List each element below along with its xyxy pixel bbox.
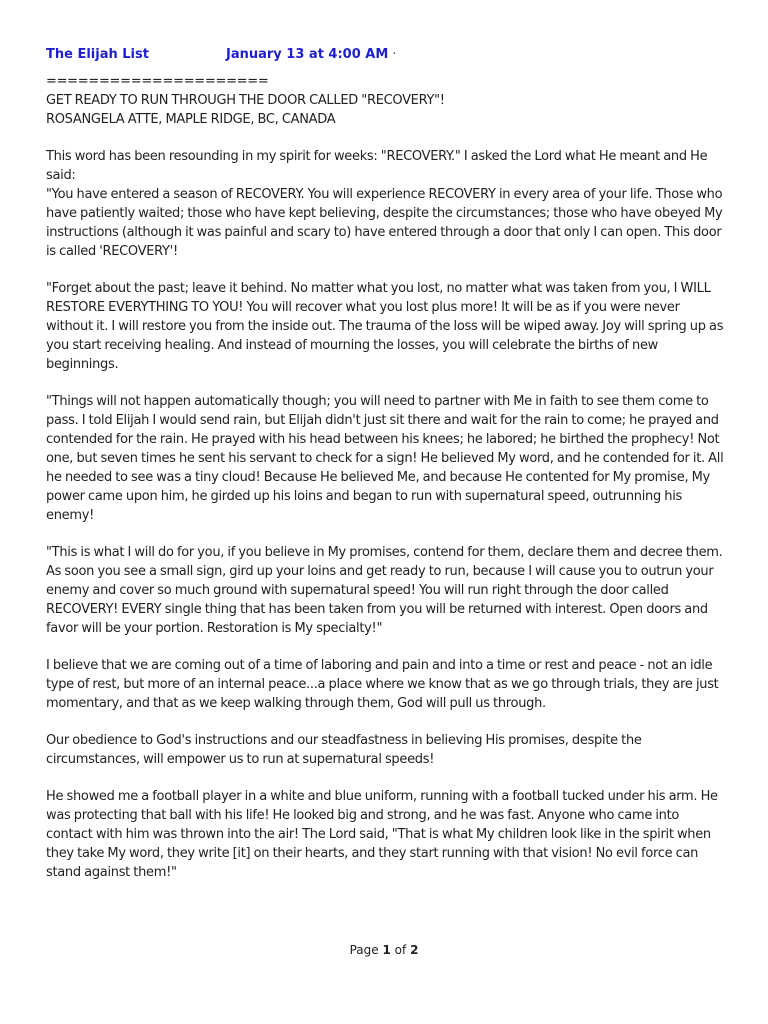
paragraph: "This is what I will do for you, if you believe in My promises, contend for them, declare them and decree them. As soon you see a small sign, gird up your loins and get ready to run, because I will cause you to outrun your enemy and cover so much ground with supernatural speed! You will run right through the door called RECOVERY! EVERY single thing that has been taken from you will be returned with interest. Open doors and favor will be your portion. Restoration is My specialty!" xyxy=(46,545,723,636)
article-title: GET READY TO RUN THROUGH THE DOOR CALLED "RECOVERY"! xyxy=(46,93,445,108)
post-header xyxy=(46,47,396,62)
current-page-number: 1 xyxy=(382,943,391,957)
paragraph: Our obedience to God's instructions and our steadfastness in believing His promises, despite the circumstances, will empower us to run at supernatural speeds! xyxy=(46,733,642,767)
paragraph: "You have entered a season of RECOVERY. You will experience RECOVERY in every area of your life. Those who have patiently waited; those who have kept believing, despite the circumstances; those who have obeyed My instructions (although it was painful and scary to) have entered through a door that only I can open. This door is called 'RECOVERY'! xyxy=(46,187,723,259)
separator-line: ===================== xyxy=(46,74,269,89)
post-date[interactable]: January 13 at 4:00 AM xyxy=(226,47,389,62)
total-page-number: 2 xyxy=(410,943,419,957)
paragraph: He showed me a football player in a white and blue uniform, running with a football tucked under his arm. He was protecting that ball with his life! He looked big and strong, and he was fast. Anyone who came into contact with him was thrown into the air! The Lord said, "That is what My children look like in the spirit when they take My word, they write [it] on their hearts, and they start running with that vision! No evil force can stand against them!" xyxy=(46,789,718,880)
paragraph: "Things will not happen automatically though; you will need to partner with Me in faith to see them come to pass. I told Elijah I would send rain, but Elijah didn't just sit there and wait for the rain to come; he prayed and contended for the rain. He prayed with his head between his knees; he labored; he birthed the prophecy! Not one, but seven times he sent his servant to check for a sign! He believed My word, and he contended for it. All he needed to see was a tiny cloud! Because He believed Me, and because He contented for My promise, My power came upon him, he girded up his loins and began to run with supernatural speed, outrunning his enemy! xyxy=(46,394,724,523)
article-body xyxy=(46,72,726,900)
page-footer xyxy=(0,943,768,957)
page-word: Page xyxy=(349,943,379,957)
paragraph-intro: This word has been resounding in my spirit for weeks: "RECOVERY." I asked the Lord what He meant and He said: xyxy=(46,149,708,183)
paragraph: "Forget about the past; leave it behind. No matter what you lost, no matter what was taken from you, I WILL RESTORE EVERYTHING TO YOU! You will recover what you lost plus more! It will be as if you were never without it. I will restore you from the inside out. The trauma of the loss will be wiped away. Joy will spring up as you start receiving healing. And instead of mourning the losses, you will celebrate the births of new beginnings. xyxy=(46,281,724,372)
header-dot: · xyxy=(392,47,397,62)
article-author: ROSANGELA ATTE, MAPLE RIDGE, BC, CANADA xyxy=(46,112,336,127)
article-heading xyxy=(46,72,726,129)
paragraph: I believe that we are coming out of a time of laboring and pain and into a time or rest and peace - not an idle type of rest, but more of an internal peace...a place where we know that as we go through trials, they are just momentary, and that as we keep walking through them, God will pull us through. xyxy=(46,658,719,711)
source-name[interactable]: The Elijah List xyxy=(46,47,149,62)
of-word: of xyxy=(394,943,407,957)
